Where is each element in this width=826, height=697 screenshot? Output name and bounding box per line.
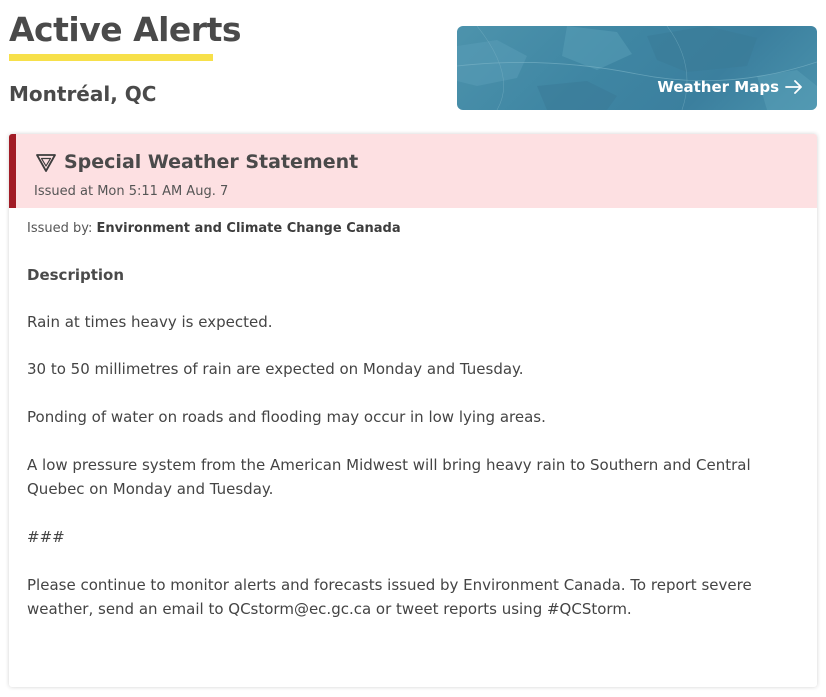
title-underline <box>9 54 213 61</box>
location-name: Montréal, QC <box>9 82 157 106</box>
issued-by-value: Environment and Climate Change Canada <box>96 221 401 236</box>
description-paragraph: Ponding of water on roads and flooding may occur in low lying areas. <box>27 408 546 426</box>
weather-maps-label-wrap <box>657 78 803 96</box>
description-paragraph: ### <box>27 528 65 546</box>
arrow-right-icon <box>785 80 803 94</box>
description-heading: Description <box>27 266 125 284</box>
alert-card <box>9 134 817 687</box>
issued-by <box>27 221 401 236</box>
description-paragraph: Please continue to monitor alerts and forecasts issued by Environment Canada. To report severe weather, send an email to QCstorm@ec.gc.ca or tweet reports using #QCStorm. <box>27 576 752 618</box>
page-title: Active Alerts <box>9 10 241 49</box>
alert-header <box>9 134 817 208</box>
warning-triangle-icon <box>35 153 57 173</box>
description-paragraph: Rain at times heavy is expected. <box>27 313 273 331</box>
weather-maps-link[interactable] <box>457 26 817 110</box>
weather-maps-label: Weather Maps <box>657 78 779 96</box>
description-paragraph: 30 to 50 millimetres of rain are expected on Monday and Tuesday. <box>27 360 524 378</box>
map-thumbnail <box>457 26 817 110</box>
alert-title: Special Weather Statement <box>64 151 359 173</box>
issued-by-label: Issued by: <box>27 221 93 236</box>
description-paragraph: A low pressure system from the American Midwest will bring heavy rain to Southern and Central Quebec on Monday and Tuesday. <box>27 456 751 498</box>
alert-issued-time: Issued at Mon 5:11 AM Aug. 7 <box>34 184 229 199</box>
